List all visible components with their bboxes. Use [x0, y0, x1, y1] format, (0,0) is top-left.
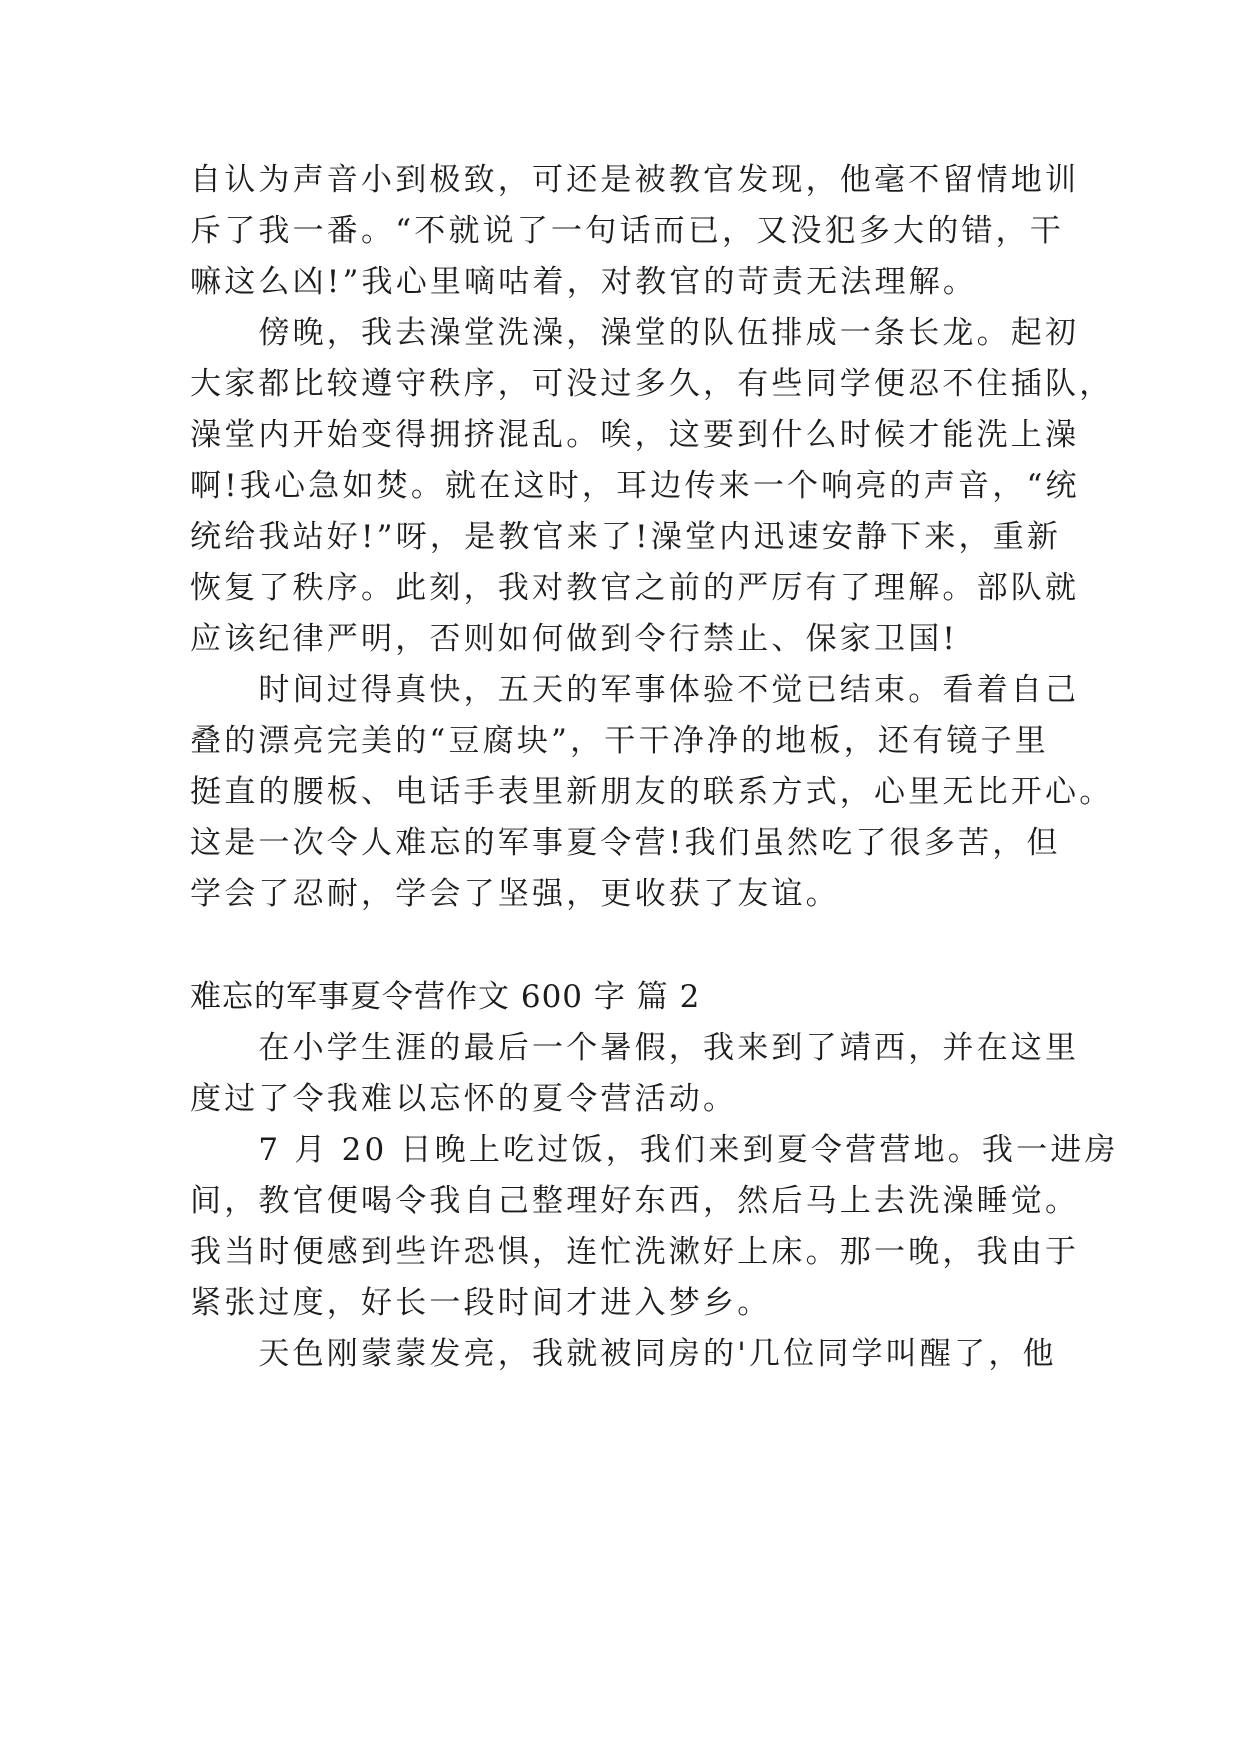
text-line: 这是一次令人难忘的军事夏令营!我们虽然吃了很多苦，但 — [190, 825, 1061, 861]
text-line: 学会了忍耐，学会了坚强，更收获了友谊。 — [190, 876, 840, 912]
text-line: 啊!我心急如焚。就在这时，耳边传来一个响亮的声音，“统 — [190, 468, 1080, 504]
text-line: 大家都比较遵守秩序，可没过多久，有些同学便忍不住插队， — [190, 366, 1114, 402]
text-line: 统给我站好!”呀，是教官来了!澡堂内迅速安静下来，重新 — [190, 519, 1062, 555]
text-line: 天色刚蒙蒙发亮，我就被同房的'几位同学叫醒了，他 — [190, 1336, 1057, 1372]
text-line: 自认为声音小到极致，可还是被教官发现，他毫不留情地训 — [190, 162, 1080, 198]
text-line: 紧张过度，好长一段时间才进入梦乡。 — [190, 1285, 772, 1321]
text-line: 间，教官便喝令我自己整理好东西，然后马上去洗澡睡觉。 — [190, 1183, 1080, 1219]
section-heading: 难忘的军事夏令营作文 600 字 篇 2 — [190, 979, 701, 1015]
text-line: 度过了令我难以忘怀的夏令营活动。 — [190, 1081, 738, 1117]
text-line: 应该纪律严明，否则如何做到令行禁止、保家卫国! — [190, 621, 959, 657]
text-line: 傍晚，我去澡堂洗澡，澡堂的队伍排成一条长龙。起初 — [190, 315, 1080, 351]
text-line: 澡堂内开始变得拥挤混乱。唉，这要到什么时候才能洗上澡 — [190, 417, 1080, 453]
text-line: 时间过得真快，五天的军事体验不觉已结束。看着自己 — [190, 672, 1080, 708]
text-line: 在小学生涯的最后一个暑假，我来到了靖西，并在这里 — [190, 1030, 1080, 1066]
text-line: 嘛这么凶!”我心里嘀咕着，对教官的苛责无法理解。 — [190, 264, 978, 300]
text-line: 7 月 20 日晚上吃过饭，我们来到夏令营营地。我一进房 — [190, 1132, 1119, 1168]
text-line: 恢复了秩序。此刻，我对教官之前的严厉有了理解。部队就 — [190, 570, 1080, 606]
text-line: 斥了我一番。“不就说了一句话而已，又没犯多大的错，干 — [190, 213, 1065, 249]
text-line: 叠的漂亮完美的“豆腐块”，干干净净的地板，还有镜子里 — [190, 723, 1049, 759]
text-line: 我当时便感到些许恐惧，连忙洗漱好上床。那一晚，我由于 — [190, 1234, 1080, 1270]
text-line: 挺直的腰板、电话手表里新朋友的联系方式，心里无比开心。 — [190, 774, 1114, 810]
